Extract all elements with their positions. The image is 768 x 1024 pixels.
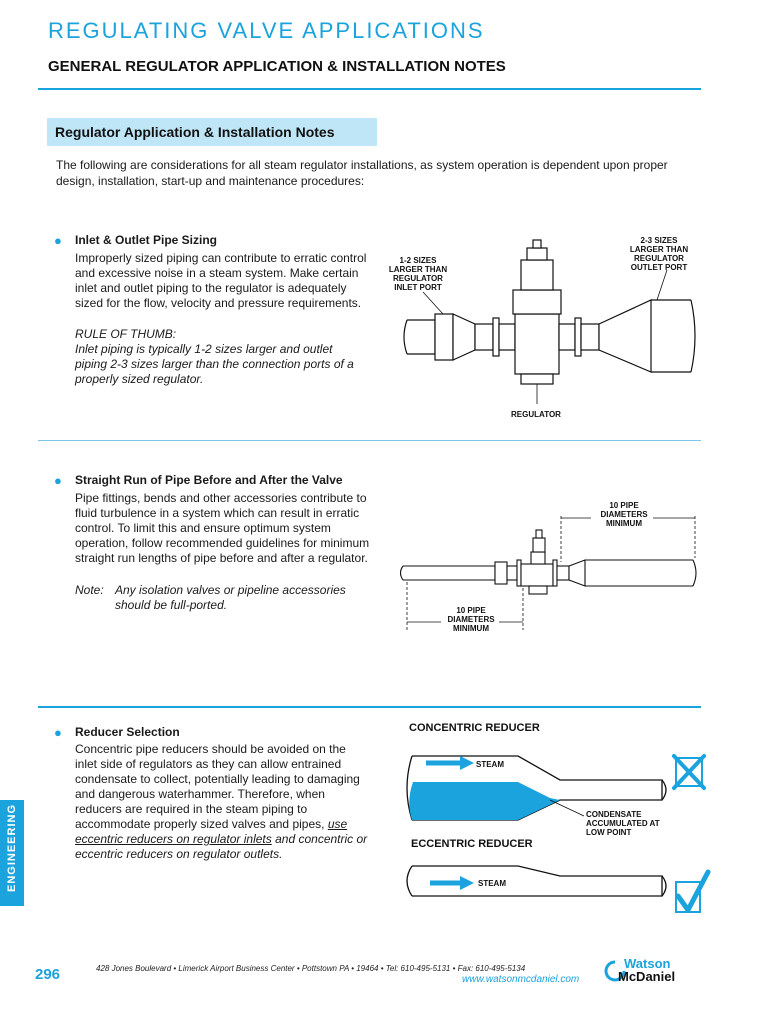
inlet-size-label: 1-2 SIZES LARGER THAN REGULATOR INLET PORT	[388, 256, 448, 292]
underlined-guidance: use eccentric reducers on regulator inlets	[75, 817, 348, 846]
inlet-reducer	[453, 314, 475, 360]
engineering-side-tab	[0, 800, 24, 906]
outlet-size-label: 2-3 SIZES LARGER THAN REGULATOR OUTLET PORT	[629, 236, 689, 272]
steam-label-eccentric: STEAM	[478, 879, 506, 888]
concentric-reducer-title: CONCENTRIC REDUCER	[409, 722, 540, 734]
bullet-1	[54, 232, 62, 250]
note-text: Any isolation valves or pipeline accessories should be full-ported.	[115, 583, 346, 612]
regulator-label: REGULATOR	[511, 410, 561, 419]
condensate-label: CONDENSATE ACCUMULATED AT LOW POINT	[586, 810, 660, 837]
company-logo	[604, 956, 676, 986]
page-number: 296	[35, 966, 61, 983]
downstream-pipe	[585, 560, 693, 586]
section-heading: Regulator Application & Installation Notes	[55, 124, 335, 140]
header-rule	[38, 88, 701, 90]
logo-text-mcdaniel: McDaniel	[618, 969, 676, 984]
rule-of-thumb-text: Inlet piping is typically 1-2 sizes larger and outlet piping 2-3 sizes larger than the connection ports of a properly sized regulator.	[75, 342, 354, 386]
check-mark-icon	[672, 868, 712, 916]
x-mark-icon	[670, 752, 710, 792]
item-body-pipe-sizing: Improperly sized piping can contribute to erratic control and excessive noise in a steam system. Make certain inlet and outlet piping to the regulator is adequately sized for the flow, velocity and pressure requirements.	[75, 251, 367, 310]
bullet-dot-icon: ●	[54, 473, 62, 488]
regulator-body-small	[521, 564, 553, 586]
item-heading-reducer: Reducer Selection	[75, 725, 180, 739]
page-subtitle: GENERAL REGULATOR APPLICATION & INSTALLATION NOTES	[48, 58, 506, 75]
bullet-2	[54, 472, 62, 490]
bullet-dot-icon: ●	[54, 233, 62, 248]
bullet-dot-icon: ●	[54, 725, 62, 740]
upstream-length-label: 10 PIPE DIAMETERS MINIMUM	[447, 606, 495, 633]
bullet-3	[54, 724, 62, 742]
section-heading-box	[47, 118, 377, 146]
footer-address: 428 Jones Boulevard • Limerick Airport Business Center • Pottstown PA • 19464 • Tel: 610-495-5131 • Fax: 610-495-5134	[96, 964, 526, 973]
note-label: Note:	[75, 583, 104, 597]
inlet-large-pipe	[435, 314, 453, 360]
side-tab-label: ENGINEERING	[6, 803, 18, 892]
footer-website[interactable]: www.watsonmcdaniel.com	[462, 974, 580, 985]
intro-paragraph: The following are considerations for all steam regulator installations, as system operation is dependent upon proper design, installation, start-up and maintenance procedures:	[56, 158, 668, 188]
divider-1	[38, 440, 701, 441]
item-body-reducer: Concentric pipe reducers should be avoided on the inlet side of regulators as they can allow entrained condensate to collect, potentially leading to damaging and dangerous waterhammer. Therefore, when reducers are required in the steam piping to accommodate properly sized valves and pipes, use eccentric reducers on regulator inlets and concentric or eccentric reducers on regulator outlets.	[75, 742, 368, 861]
upstream-pipe	[403, 566, 495, 580]
page-title: REGULATING VALVE APPLICATIONS	[48, 18, 485, 43]
logo-text-watson: Watson	[624, 956, 671, 971]
item-body-straight-run: Pipe fittings, bends and other accessories contribute to fluid turbulence in a system which can result in erratic control. To limit this and ensure optimum system operation, follow recommended guidelines for minimum straight run lengths of pipe before and after a regulator.	[75, 491, 370, 565]
divider-2	[38, 706, 701, 708]
inlet-pipe	[407, 320, 435, 354]
steam-label-concentric: STEAM	[476, 760, 504, 769]
reducer-tail-text: and concentric or eccentric reducers on regulator outlets.	[75, 832, 368, 861]
outlet-reducer	[599, 300, 651, 372]
regulator-body	[515, 314, 559, 374]
eccentric-reducer-title: ECCENTRIC REDUCER	[411, 838, 533, 850]
item-heading-pipe-sizing: Inlet & Outlet Pipe Sizing	[75, 233, 218, 247]
item-heading-straight-run: Straight Run of Pipe Before and After the Valve	[75, 473, 343, 487]
rule-of-thumb-title: RULE OF THUMB:	[75, 327, 177, 341]
downstream-length-label: 10 PIPE DIAMETERS MINIMUM	[600, 501, 648, 528]
